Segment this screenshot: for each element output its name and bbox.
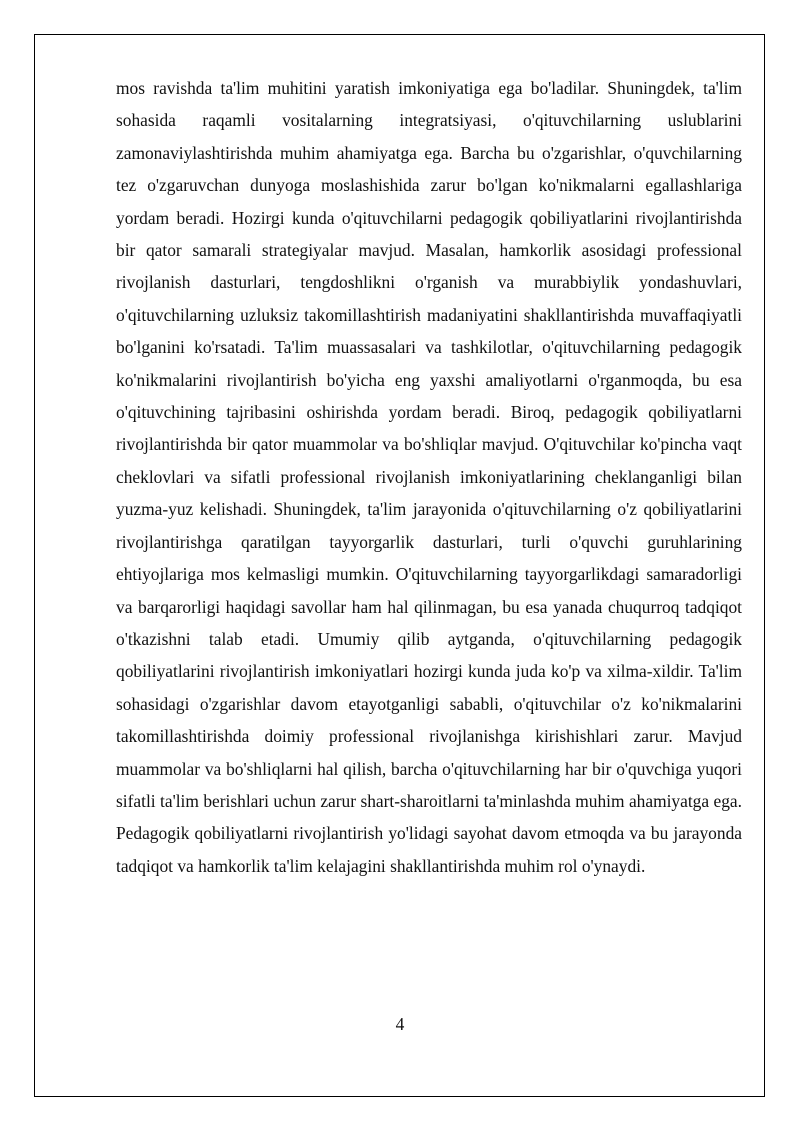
document-body xyxy=(116,72,742,882)
body-paragraph: mos ravishda ta'lim muhitini yaratish imkoniyatiga ega bo'ladilar. Shuningdek, ta'lim sohasida raqamli vositalarning integratsiyasi, o'qituvchilarning uslublarini zamonaviylashtirishda muhim ahamiyatga ega. Barcha bu o'zgarishlar, o'quvchilarning tez o'zgaruvchan dunyoga moslashishida zarur bo'lgan ko'nikmalarni egallashlariga yordam beradi. Hozirgi kunda o'qituvchilarni pedagogik qobiliyatlarini rivojlantirishda bir qator samarali strategiyalar mavjud. Masalan, hamkorlik asosidagi professional rivojlanish dasturlari, tengdoshlikni o'rganish va murabbiylik yondashuvlari, o'qituvchilarning uzluksiz takomillashtirish madaniyatini shakllantirishda muvaffaqiyatli bo'lganini ko'rsatadi. Ta'lim muassasalari va tashkilotlar, o'qituvchilarning pedagogik ko'nikmalarini rivojlantirish bo'yicha eng yaxshi amaliyotlarni o'rganmoqda, bu esa o'qituvchining tajribasini oshirishda yordam beradi. Biroq, pedagogik qobiliyatlarni rivojlantirishda bir qator muammolar va bo'shliqlar mavjud. O'qituvchilar ko'pincha vaqt cheklovlari va sifatli professional rivojlanish imkoniyatlarining cheklanganligi bilan yuzma-yuz kelishadi. Shuningdek, ta'lim jarayonida o'qituvchilarning o'z qobiliyatlarini rivojlantirishga qaratilgan tayyorgarlik dasturlari, turli o'quvchi guruhlarining ehtiyojlariga mos kelmasligi mumkin. O'qituvchilarning tayyorgarlikdagi samaradorligi va barqarorligi haqidagi savollar ham hal qilinmagan, bu esa yanada chuqurroq tadqiqot o'tkazishni talab etadi. Umumiy qilib aytganda, o'qituvchilarning pedagogik qobiliyatlarini rivojlantirish imkoniyatlari hozirgi kunda juda ko'p va xilma-xildir. Ta'lim sohasidagi o'zgarishlar davom etayotganligi sababli, o'qituvchilar o'z ko'nikmalarini takomillashtirishda doimiy professional rivojlanishga kirishishlari zarur. Mavjud muammolar va bo'shliqlarni hal qilish, barcha o'qituvchilarning har bir o'quvchiga yuqori sifatli ta'lim berishlari uchun zarur shart-sharoitlarni ta'minlashda muhim ahamiyatga ega. Pedagogik qobiliyatlarni rivojlantirish yo'lidagi sayohat davom etmoqda va bu jarayonda tadqiqot va hamkorlik ta'lim kelajagini shakllantirishda muhim rol o'ynaydi. xyxy=(116,78,742,876)
page-number: 4 xyxy=(395,1014,405,1034)
